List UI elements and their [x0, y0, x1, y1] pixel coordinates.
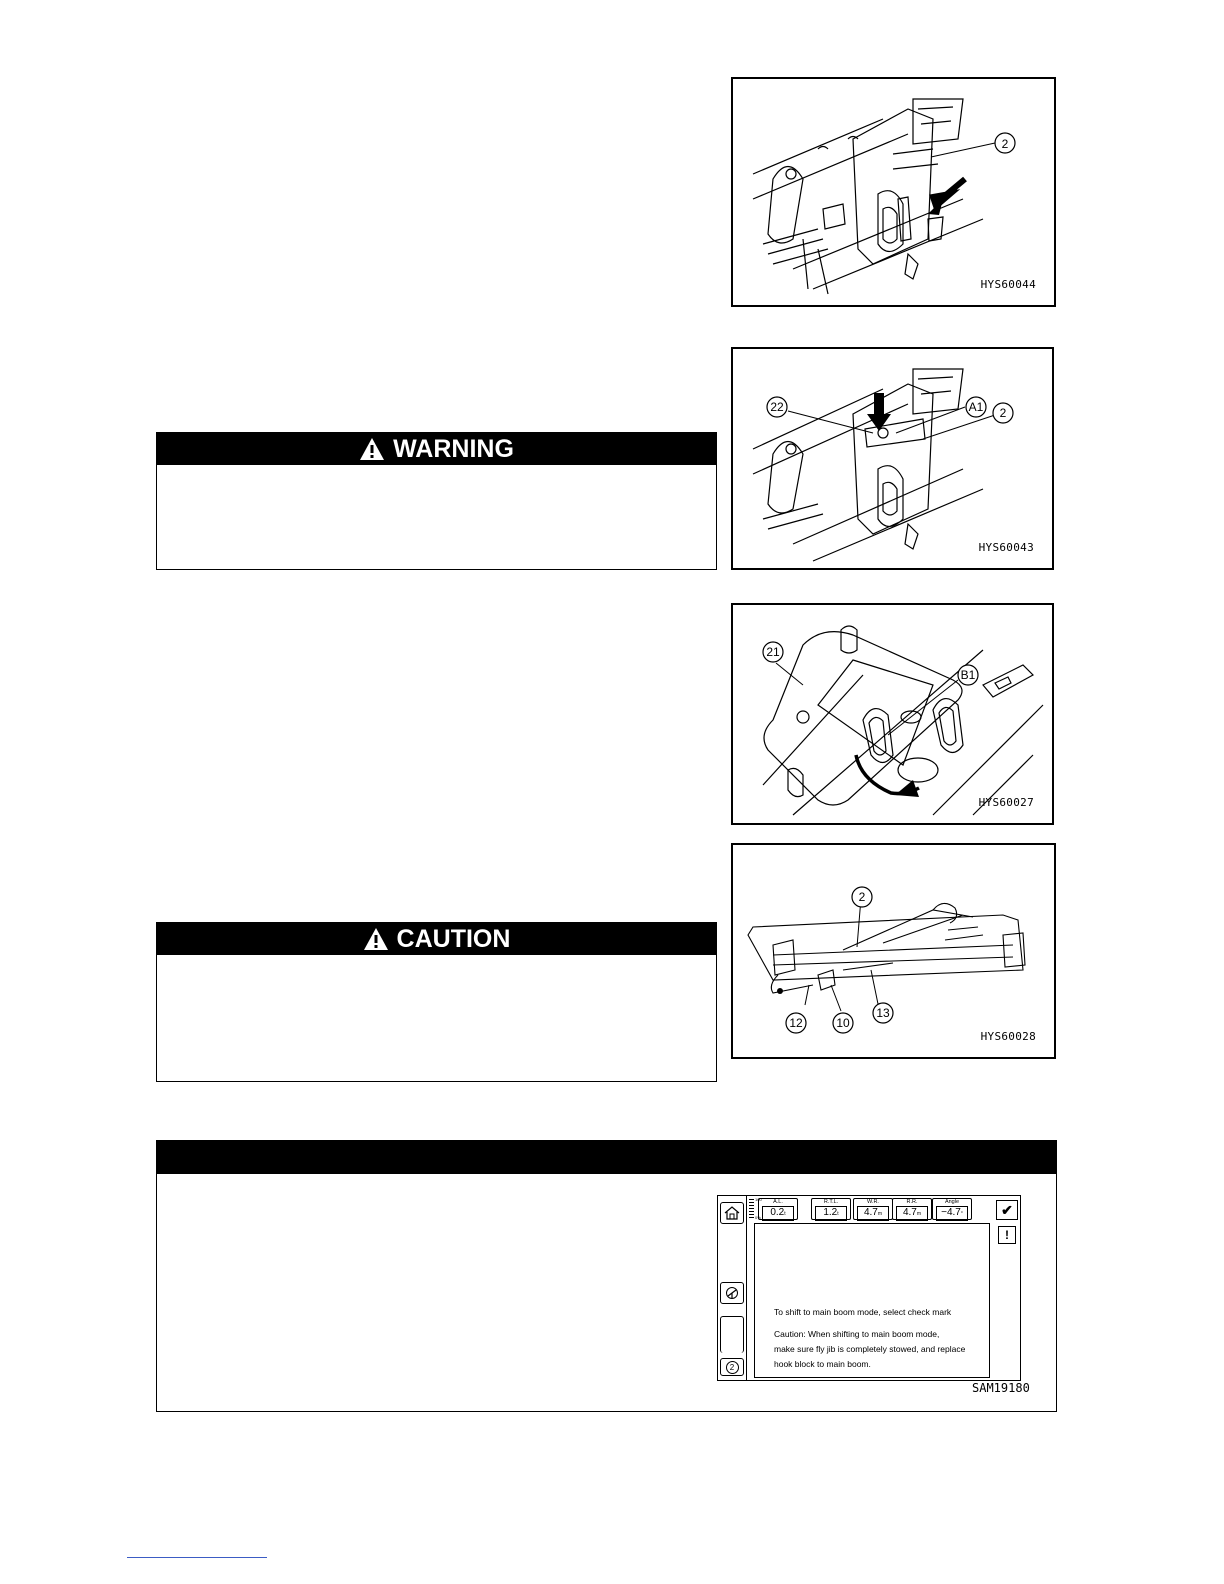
side-panel-divider — [720, 1316, 744, 1353]
message-line-2: Caution: When shifting to main boom mode, — [774, 1329, 940, 1339]
figure-hys60044 — [731, 77, 1056, 307]
figure-code: HYS60043 — [978, 541, 1034, 554]
check-icon: ✔ — [1001, 1201, 1013, 1218]
section-header-bar — [157, 1141, 1056, 1174]
monitor-screen — [717, 1195, 1021, 1381]
gauge-value: 1.2t — [815, 1206, 847, 1221]
message-line-3: make sure fly jib is completely stowed, and replace — [774, 1344, 966, 1354]
screen-figure-code: SAM19180 — [972, 1381, 1030, 1395]
warning-title: WARNING — [393, 434, 514, 463]
figure-hys60043 — [731, 347, 1054, 570]
callout-21: 21 — [766, 645, 780, 659]
gauge-label: A.L. — [773, 1199, 783, 1205]
callout-12: 12 — [789, 1016, 803, 1030]
warning-header — [157, 433, 716, 465]
callout-2: 2 — [1001, 137, 1009, 151]
warning-box — [156, 432, 717, 570]
check-mark-button[interactable] — [996, 1200, 1018, 1220]
figure-hys60028 — [731, 843, 1056, 1059]
gauge-label: R.T.L. — [823, 1199, 839, 1205]
figure-code: HYS60044 — [980, 278, 1036, 291]
boom-pin-lock-illustration — [733, 349, 1052, 568]
callout-b1: B1 — [960, 668, 976, 682]
boom-pin-illustration — [733, 79, 1054, 305]
figure-code: HYS60028 — [980, 1030, 1036, 1043]
caution-box — [156, 922, 717, 1082]
load-bar-top-label: 100 — [755, 1197, 762, 1202]
figure-code: HYS60027 — [978, 796, 1034, 809]
gauge-value: 4.7m — [857, 1206, 889, 1221]
load-bar — [749, 1199, 754, 1219]
message-line-4: hook block to main boom. — [774, 1359, 871, 1369]
gauge-label: Angle — [944, 1199, 960, 1205]
page-2-button[interactable] — [720, 1358, 744, 1376]
warning-triangle-icon — [359, 437, 385, 461]
boom-mode-button[interactable] — [720, 1282, 744, 1304]
message-line-1: To shift to main boom mode, select check mark — [774, 1307, 952, 1317]
caution-title: CAUTION — [396, 924, 511, 953]
caution-header — [157, 923, 716, 955]
callout-2: 2 — [999, 406, 1007, 420]
gauge-working-radius — [853, 1198, 893, 1220]
callout-a1: A1 — [968, 400, 984, 414]
gauge-value: 0.2t — [762, 1206, 794, 1221]
page-2-icon: 2 — [726, 1361, 739, 1374]
gauge-value: −4.7° — [936, 1206, 968, 1221]
stowed-fly-jib-illustration — [733, 845, 1054, 1057]
home-icon — [724, 1206, 740, 1220]
gauge-value: 4.7m — [896, 1206, 928, 1221]
callout-10: 10 — [836, 1016, 850, 1030]
screen-side-panel — [718, 1196, 747, 1380]
callout-22: 22 — [770, 400, 784, 414]
callout-2: 2 — [858, 890, 866, 904]
pin-holder-illustration — [733, 605, 1052, 823]
gauge-rated-load — [811, 1198, 851, 1220]
figure-hys60027 — [731, 603, 1054, 825]
callout-13: 13 — [876, 1006, 890, 1020]
gauge-label: W.R. — [867, 1199, 879, 1205]
warning-triangle-icon — [363, 927, 389, 951]
exclamation-icon: ! — [1005, 1228, 1009, 1242]
gauge-angle — [932, 1198, 972, 1220]
gauge-label: R.R. — [906, 1199, 918, 1205]
gauge-actual-load — [758, 1198, 798, 1220]
alert-button[interactable] — [998, 1226, 1016, 1244]
footer-rule — [127, 1557, 267, 1558]
gauge-rated-radius — [892, 1198, 932, 1220]
load-bar-bottom-label: 0% — [755, 1215, 761, 1220]
boom-mode-icon — [724, 1286, 740, 1300]
home-button[interactable] — [720, 1202, 744, 1224]
